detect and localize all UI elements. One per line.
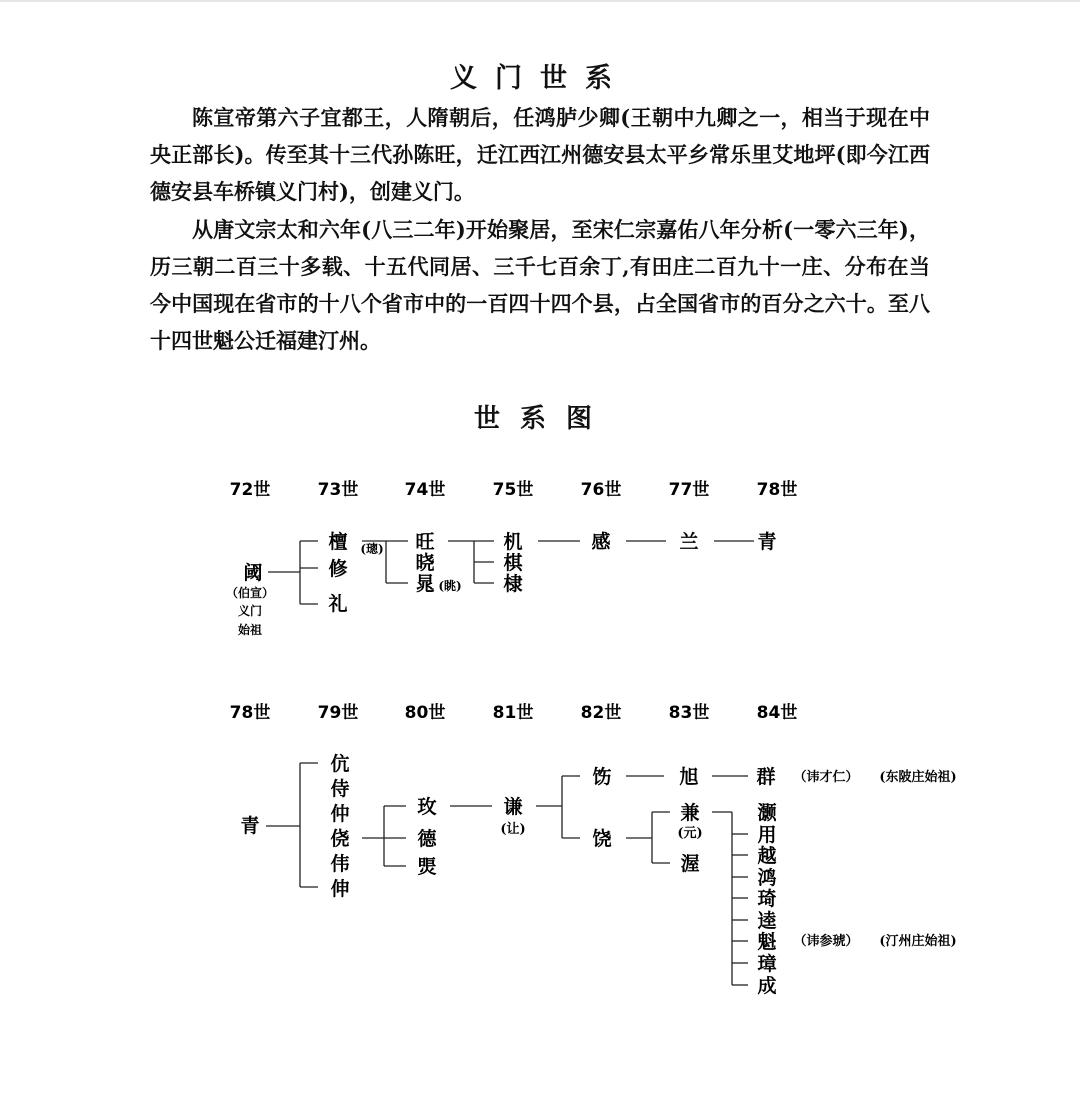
person-gen81: 谦 xyxy=(503,796,523,818)
person-gen84: 灏 xyxy=(757,802,777,824)
person-gen84: 用 xyxy=(757,824,777,846)
person-gen84: 璋 xyxy=(757,953,777,975)
person-gen74: 旺 xyxy=(415,531,435,553)
gen-label: 79世 xyxy=(317,703,359,723)
gen-label: 83世 xyxy=(668,703,710,723)
person-gen83: 兼 xyxy=(680,802,700,824)
gen-label: 73世 xyxy=(317,480,359,500)
paragraph-1: 陈宣帝第六子宜都王，人隋朝后，任鸿胪少卿(王朝中九卿之一，相当于现在中央正部长)。传至其十三代孙陈旺，迁江西江州德安县太平乡常乐里艾地坪(即今江西德安县车桥镇义门村)，创建义门。 xyxy=(150,105,930,204)
person-note: （讳才仁） xyxy=(793,770,859,785)
person-root-1: 阈 xyxy=(243,562,263,584)
tree-1 xyxy=(226,479,797,637)
generation-header-row-2 xyxy=(230,702,798,723)
person-note: (元) xyxy=(677,826,703,841)
person-alias: （伯宣） xyxy=(225,586,275,600)
person-gen82: 饶 xyxy=(592,828,612,850)
person-gen78: 青 xyxy=(757,531,777,553)
gen-label: 77世 xyxy=(668,480,710,500)
person-gen74: 晓 xyxy=(415,552,435,574)
person-gen79: 侍 xyxy=(330,778,350,800)
person-gen80: 煚 xyxy=(417,856,437,878)
gen-label: 81世 xyxy=(492,703,534,723)
person-gen75: 棋 xyxy=(503,552,523,574)
person-note: （讳参琥） xyxy=(793,934,859,949)
gen-label: 74世 xyxy=(404,480,446,500)
person-note: (璁) xyxy=(360,542,384,556)
person-gen73: 修 xyxy=(328,558,348,580)
person-gen84: 魁 xyxy=(757,931,777,953)
person-gen84: 群 xyxy=(756,766,776,788)
person-note: 始祖 xyxy=(237,623,263,637)
person-gen79: 侥 xyxy=(330,828,350,850)
person-gen84: 琦 xyxy=(757,888,777,910)
person-gen80: 玫 xyxy=(417,796,437,818)
person-root-2: 青 xyxy=(240,815,260,837)
person-note: (东陂庄始祖) xyxy=(879,770,957,785)
person-gen73: 檀 xyxy=(328,531,348,553)
person-gen77: 兰 xyxy=(679,531,699,553)
gen-label: 82世 xyxy=(580,703,622,723)
person-gen75: 机 xyxy=(503,531,523,553)
person-gen83: 渥 xyxy=(680,853,700,875)
gen-label: 75世 xyxy=(492,480,534,500)
person-gen84: 成 xyxy=(757,975,777,997)
person-gen79: 伸 xyxy=(330,878,350,900)
person-note: (汀州庄始祖) xyxy=(879,934,957,949)
person-gen73: 礼 xyxy=(328,593,348,615)
tree-2 xyxy=(230,702,957,997)
gen-label: 78世 xyxy=(756,480,798,500)
page-title: 义门世系 xyxy=(450,63,630,94)
person-gen74: 晁 xyxy=(415,573,435,595)
person-gen80: 德 xyxy=(417,828,437,850)
person-gen84: 鸿 xyxy=(757,867,777,889)
person-gen75: 棣 xyxy=(503,573,523,595)
person-gen79: 伉 xyxy=(330,753,350,775)
person-gen83: 旭 xyxy=(679,766,699,788)
gen-label: 80世 xyxy=(404,703,446,723)
person-note: (让) xyxy=(500,822,526,837)
generation-header-row-1 xyxy=(230,479,798,500)
genealogy-chart-title: 世系图 xyxy=(473,404,612,434)
paragraph-2: 从唐文宗太和六年(八三二年)开始聚居，至宋仁宗嘉佑八年分析(一零六三年)，历三朝二百三十多载、十五代同居、三千七百余丁,有田庄二百九十一庄、分布在当今中国现在省市的十八个省市中的一百四十四个县，占全国省市的百分之六十。至八十四世魁公迁福建汀州。 xyxy=(150,217,930,353)
gen-label: 78世 xyxy=(229,703,271,723)
gen-label: 76世 xyxy=(580,480,622,500)
person-note: (眺) xyxy=(438,579,462,593)
person-gen79: 仲 xyxy=(330,803,350,825)
person-gen84: 逵 xyxy=(757,910,777,932)
person-gen76: 感 xyxy=(591,531,611,553)
person-gen82: 饬 xyxy=(592,766,612,788)
gen-label: 72世 xyxy=(229,480,271,500)
person-note: 义门 xyxy=(237,604,263,618)
person-gen79: 伟 xyxy=(330,853,350,875)
gen-label: 84世 xyxy=(756,703,798,723)
person-gen84: 越 xyxy=(757,845,777,867)
